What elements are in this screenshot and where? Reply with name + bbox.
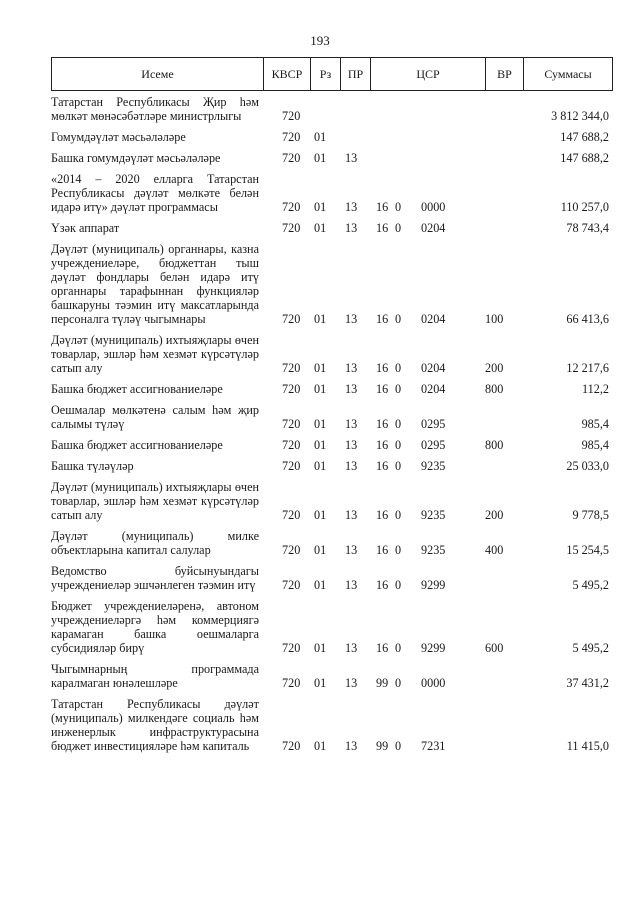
table-row bbox=[51, 403, 613, 431]
table-row bbox=[51, 382, 613, 396]
row-csr-program: 16 bbox=[376, 361, 389, 375]
table-row bbox=[51, 480, 613, 522]
row-pr: 13 bbox=[345, 508, 358, 522]
row-pr: 13 bbox=[345, 578, 358, 592]
row-csr-direction: 9299 bbox=[421, 641, 446, 655]
row-name: Башка түләүләр bbox=[51, 459, 134, 473]
row-sum: 5 495,2 bbox=[572, 641, 609, 655]
row-csr-direction: 7231 bbox=[421, 739, 446, 753]
row-csr-program: 99 bbox=[376, 676, 389, 690]
row-csr-direction: 9299 bbox=[421, 578, 446, 592]
row-vr: 600 bbox=[485, 641, 504, 655]
row-name: Үзәк аппарат bbox=[51, 221, 120, 235]
row-kbcp: 720 bbox=[282, 459, 301, 473]
row-rz: 01 bbox=[314, 200, 327, 214]
row-vr: 200 bbox=[485, 361, 504, 375]
row-csr-program: 16 bbox=[376, 312, 389, 326]
row-rz: 01 bbox=[314, 312, 327, 326]
row-pr: 13 bbox=[345, 417, 358, 431]
row-name: Дәүләт (муниципаль) ихтыяҗлары өчен товарлар, эшләр һәм хезмәт күрсәтүләр сатып алу bbox=[51, 333, 259, 375]
header-kbcp: КВСР bbox=[264, 58, 311, 90]
row-vr: 400 bbox=[485, 543, 504, 557]
row-sum: 11 415,0 bbox=[566, 739, 609, 753]
table-row bbox=[51, 95, 613, 123]
row-name: Оешмалар мөлкәтенә салым һәм җир салымы түләү bbox=[51, 403, 259, 431]
row-rz: 01 bbox=[314, 221, 327, 235]
row-pr: 13 bbox=[345, 151, 358, 165]
row-name: Башка бюджет ассигнованиеләре bbox=[51, 382, 223, 396]
row-rz: 01 bbox=[314, 578, 327, 592]
row-csr-subprogram: 0 bbox=[395, 578, 402, 592]
row-pr: 13 bbox=[345, 361, 358, 375]
row-csr-program: 16 bbox=[376, 200, 389, 214]
row-csr-program: 16 bbox=[376, 382, 389, 396]
row-sum: 25 033,0 bbox=[566, 459, 609, 473]
row-rz: 01 bbox=[314, 151, 327, 165]
row-sum: 15 254,5 bbox=[566, 543, 609, 557]
row-name: Дәүләт (муниципаль) милке объектларына капитал салулар bbox=[51, 529, 259, 557]
row-csr-program: 99 bbox=[376, 739, 389, 753]
row-name: Гомумдәүләт мәсьәләләре bbox=[51, 130, 186, 144]
row-csr-subprogram: 0 bbox=[395, 676, 402, 690]
row-kbcp: 720 bbox=[282, 109, 301, 123]
row-csr-subprogram: 0 bbox=[395, 382, 402, 396]
row-csr-program: 16 bbox=[376, 641, 389, 655]
row-kbcp: 720 bbox=[282, 641, 301, 655]
table-row bbox=[51, 151, 613, 165]
header-vr: ВР bbox=[486, 58, 524, 90]
row-sum: 66 413,6 bbox=[566, 312, 609, 326]
row-csr-subprogram: 0 bbox=[395, 417, 402, 431]
row-pr: 13 bbox=[345, 739, 358, 753]
row-sum: 147 688,2 bbox=[560, 130, 609, 144]
row-csr-program: 16 bbox=[376, 221, 389, 235]
header-rz: Рз bbox=[311, 58, 341, 90]
row-rz: 01 bbox=[314, 361, 327, 375]
row-sum: 9 778,5 bbox=[572, 508, 609, 522]
row-csr-direction: 9235 bbox=[421, 459, 446, 473]
row-sum: 78 743,4 bbox=[566, 221, 609, 235]
row-rz: 01 bbox=[314, 739, 327, 753]
row-name: Чыгымнарның программада каралмаган юнәлешләре bbox=[51, 662, 259, 690]
row-csr-subprogram: 0 bbox=[395, 459, 402, 473]
table-row bbox=[51, 564, 613, 592]
table-row bbox=[51, 130, 613, 144]
row-rz: 01 bbox=[314, 417, 327, 431]
row-csr-direction: 0204 bbox=[421, 221, 446, 235]
table-row bbox=[51, 697, 613, 753]
row-pr: 13 bbox=[345, 543, 358, 557]
row-csr-direction: 9235 bbox=[421, 508, 446, 522]
row-csr-subprogram: 0 bbox=[395, 438, 402, 452]
row-csr-direction: 0204 bbox=[421, 361, 446, 375]
table-header bbox=[51, 57, 613, 91]
row-pr: 13 bbox=[345, 200, 358, 214]
row-kbcp: 720 bbox=[282, 200, 301, 214]
row-csr-program: 16 bbox=[376, 508, 389, 522]
row-rz: 01 bbox=[314, 438, 327, 452]
row-vr: 800 bbox=[485, 438, 504, 452]
row-csr-subprogram: 0 bbox=[395, 641, 402, 655]
row-kbcp: 720 bbox=[282, 508, 301, 522]
row-pr: 13 bbox=[345, 641, 358, 655]
table-row bbox=[51, 662, 613, 690]
row-rz: 01 bbox=[314, 459, 327, 473]
table-row bbox=[51, 599, 613, 655]
page-number: 193 bbox=[310, 33, 330, 48]
row-vr: 800 bbox=[485, 382, 504, 396]
row-csr-direction: 0000 bbox=[421, 676, 446, 690]
row-csr-subprogram: 0 bbox=[395, 508, 402, 522]
row-pr: 13 bbox=[345, 459, 358, 473]
row-rz: 01 bbox=[314, 130, 327, 144]
table-row bbox=[51, 529, 613, 557]
row-csr-program: 16 bbox=[376, 543, 389, 557]
row-name: Бюджет учреждениеләренә, автоном учреждениеләргә һәм коммерциягә карамаган башка оешмаларга субсидияләр бирү bbox=[51, 599, 259, 655]
row-csr-direction: 0204 bbox=[421, 312, 446, 326]
row-pr: 13 bbox=[345, 438, 358, 452]
table-row bbox=[51, 459, 613, 473]
row-csr-program: 16 bbox=[376, 438, 389, 452]
row-kbcp: 720 bbox=[282, 361, 301, 375]
row-kbcp: 720 bbox=[282, 382, 301, 396]
row-csr-direction: 0295 bbox=[421, 417, 446, 431]
row-kbcp: 720 bbox=[282, 578, 301, 592]
row-csr-subprogram: 0 bbox=[395, 221, 402, 235]
row-rz: 01 bbox=[314, 676, 327, 690]
row-name: Дәүләт (муниципаль) ихтыяҗлары өчен товарлар, эшләр һәм хезмәт күрсәтүләр сатып алу bbox=[51, 480, 259, 522]
row-kbcp: 720 bbox=[282, 417, 301, 431]
table-row bbox=[51, 438, 613, 452]
row-name: «2014 – 2020 елларга Татарстан Республикасы дәүләт мөлкәте белән идарә итү» дәүләт программасы bbox=[51, 172, 259, 214]
row-rz: 01 bbox=[314, 382, 327, 396]
row-sum: 112,2 bbox=[582, 382, 609, 396]
header-csr: ЦСР bbox=[371, 58, 486, 90]
row-csr-subprogram: 0 bbox=[395, 312, 402, 326]
row-vr: 200 bbox=[485, 508, 504, 522]
row-csr-subprogram: 0 bbox=[395, 200, 402, 214]
row-pr: 13 bbox=[345, 676, 358, 690]
row-pr: 13 bbox=[345, 382, 358, 396]
row-csr-direction: 0000 bbox=[421, 200, 446, 214]
row-csr-program: 16 bbox=[376, 459, 389, 473]
row-csr-program: 16 bbox=[376, 417, 389, 431]
row-sum: 12 217,6 bbox=[566, 361, 609, 375]
table-row bbox=[51, 221, 613, 235]
row-csr-subprogram: 0 bbox=[395, 739, 402, 753]
row-csr-subprogram: 0 bbox=[395, 361, 402, 375]
row-name: Татарстан Республикасы дәүләт (муниципаль) милкендәге социаль һәм инженерлык инфраструктурасына бюджет инвестицияләре һәм капиталь bbox=[51, 697, 259, 753]
row-pr: 13 bbox=[345, 312, 358, 326]
row-name: Башка гомумдәүләт мәсьәләләре bbox=[51, 151, 221, 165]
row-rz: 01 bbox=[314, 508, 327, 522]
header-sum: Суммасы bbox=[544, 66, 592, 81]
row-kbcp: 720 bbox=[282, 438, 301, 452]
row-sum: 985,4 bbox=[581, 438, 609, 452]
row-sum: 985,4 bbox=[581, 417, 609, 431]
table-row bbox=[51, 242, 613, 326]
row-kbcp: 720 bbox=[282, 312, 301, 326]
row-name: Ведомство буйсынуындагы учреждениеләр эшчәнлеген тәэмин итү bbox=[51, 564, 259, 592]
row-kbcp: 720 bbox=[282, 676, 301, 690]
header-name: Исеме bbox=[52, 58, 264, 90]
row-kbcp: 720 bbox=[282, 130, 301, 144]
row-csr-direction: 0204 bbox=[421, 382, 446, 396]
table-row bbox=[51, 333, 613, 375]
row-sum: 5 495,2 bbox=[572, 578, 609, 592]
row-sum: 147 688,2 bbox=[560, 151, 609, 165]
table-row bbox=[51, 172, 613, 214]
row-vr: 100 bbox=[485, 312, 504, 326]
row-csr-direction: 0295 bbox=[421, 438, 446, 452]
row-rz: 01 bbox=[314, 641, 327, 655]
row-name: Дәүләт (муниципаль) органнары, казна учреждениеләре, бюджеттан тыш дәүләт фондлары белән идарә итү органнары тарафыннан функцияләр башкаруны тәэмин итү максатларында персоналга түләү чыгымнары bbox=[51, 242, 259, 326]
row-name: Башка бюджет ассигнованиеләре bbox=[51, 438, 223, 452]
row-sum: 37 431,2 bbox=[566, 676, 609, 690]
row-kbcp: 720 bbox=[282, 739, 301, 753]
header-pr: ПР bbox=[341, 58, 371, 90]
row-sum: 110 257,0 bbox=[560, 200, 609, 214]
table-body bbox=[51, 95, 613, 760]
row-csr-program: 16 bbox=[376, 578, 389, 592]
row-pr: 13 bbox=[345, 221, 358, 235]
row-csr-subprogram: 0 bbox=[395, 543, 402, 557]
row-kbcp: 720 bbox=[282, 221, 301, 235]
row-rz: 01 bbox=[314, 543, 327, 557]
row-kbcp: 720 bbox=[282, 151, 301, 165]
row-csr-direction: 9235 bbox=[421, 543, 446, 557]
row-sum: 3 812 344,0 bbox=[551, 109, 609, 123]
row-name: Татарстан Республикасы Җир һәм мөлкәт мөнәсәбәтләре министрлыгы bbox=[51, 95, 259, 123]
row-kbcp: 720 bbox=[282, 543, 301, 557]
